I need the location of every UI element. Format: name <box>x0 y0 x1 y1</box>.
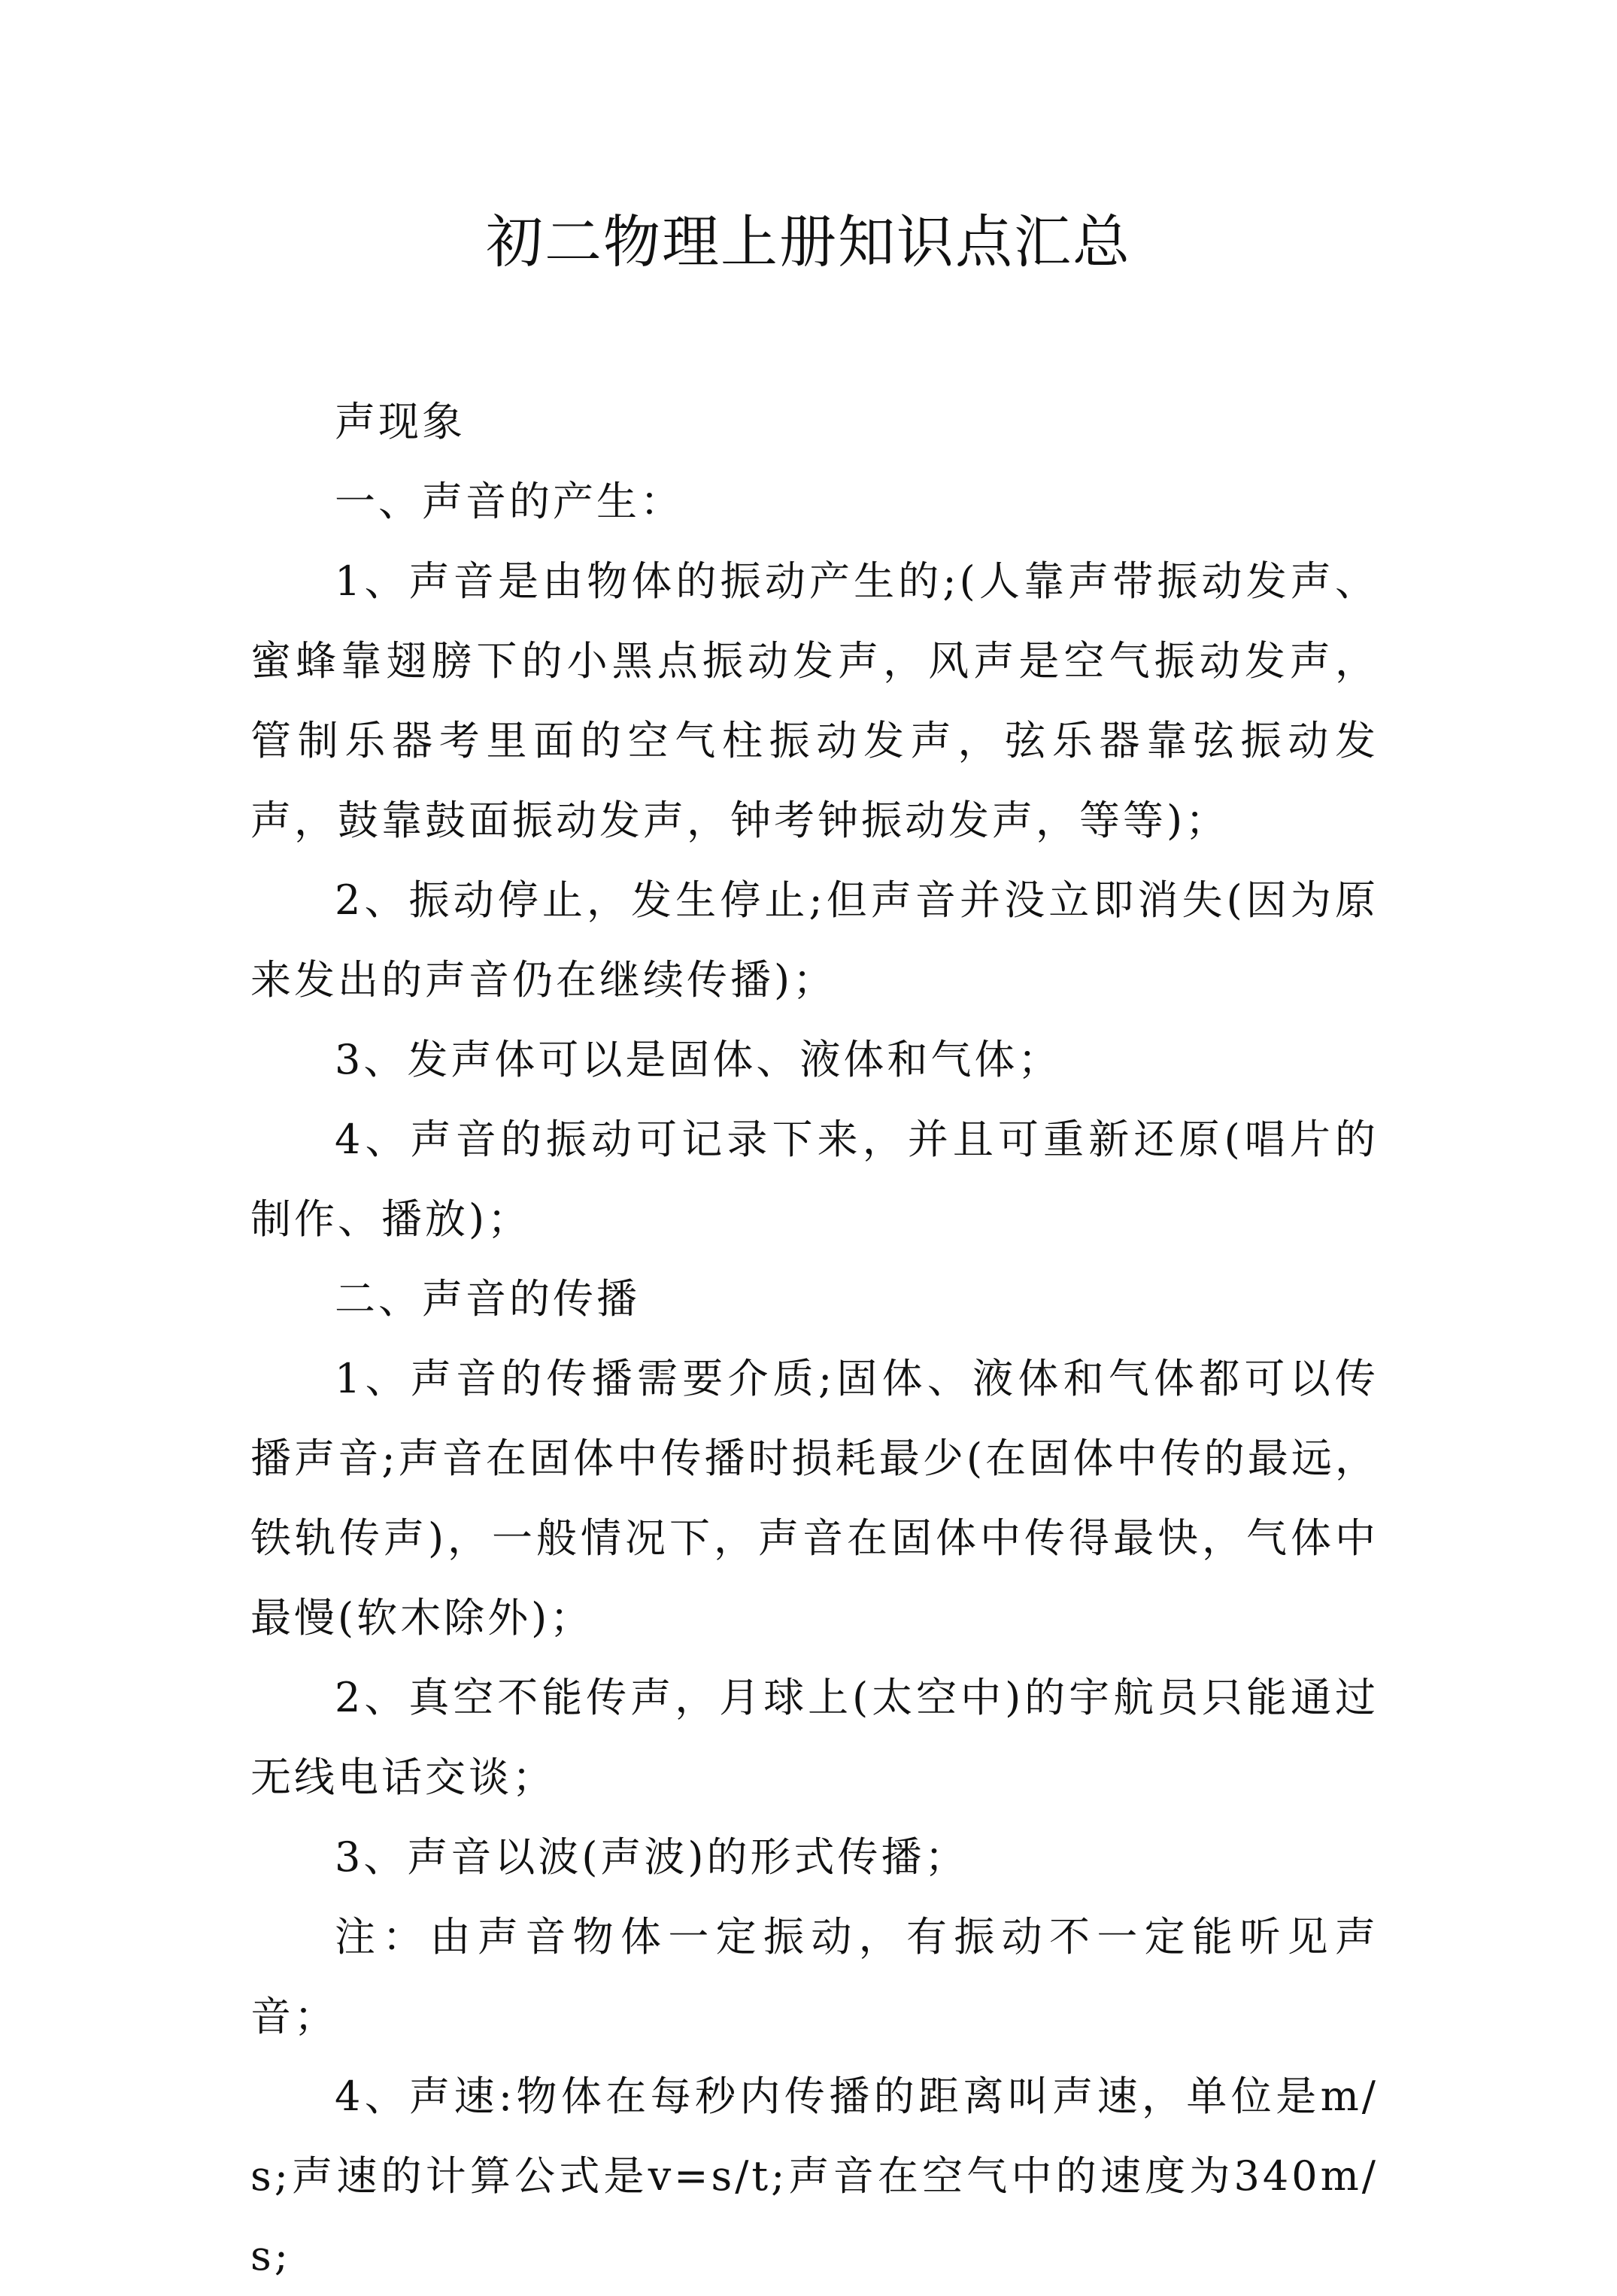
paragraph: 2、真空不能传声，月球上(太空中)的宇航员只能通过无线电话交谈； <box>250 1674 1379 1801</box>
subsection-heading: 一、声音的产生： <box>335 478 684 525</box>
document-title: 初二物理上册知识点汇总 <box>486 208 1131 275</box>
paragraph: 4、声音的振动可记录下来，并且可重新还原(唱片的制作、播放)； <box>250 1116 1379 1243</box>
paragraph: 3、声音以波(声波)的形式传播； <box>335 1833 969 1881</box>
document-body <box>250 382 1379 2296</box>
section-heading: 声现象 <box>335 398 466 445</box>
subsection-heading: 二、声音的传播 <box>335 1275 640 1323</box>
paragraph: 1、声音是由物体的振动产生的;(人靠声带振动发声、蜜蜂靠翅膀下的小黑点振动发声，风声是空气振动发声，管制乐器考里面的空气柱振动发声，弦乐器靠弦振动发声，鼓靠鼓面振动发声，钟考钟振动发声，等等)； <box>250 557 1379 844</box>
paragraph: 2、振动停止，发生停止;但声音并没立即消失(因为原来发出的声音仍在继续传播)； <box>250 876 1379 1004</box>
paragraph: 3、发声体可以是固体、液体和气体； <box>335 1036 1062 1083</box>
paragraph: 1、声音的传播需要介质;固体、液体和气体都可以传播声音;声音在固体中传播时损耗最少(在固体中传的最远，铁轨传声)，一般情况下，声音在固体中传得最快，气体中最慢(软木除外)； <box>250 1355 1379 1642</box>
paragraph: 4、声速:物体在每秒内传播的距离叫声速，单位是m/s;声速的计算公式是v=s/t;声音在空气中的速度为340m/s; <box>250 2073 1379 2279</box>
note-paragraph: 注：由声音物体一定振动，有振动不一定能听见声音； <box>250 1913 1379 2040</box>
